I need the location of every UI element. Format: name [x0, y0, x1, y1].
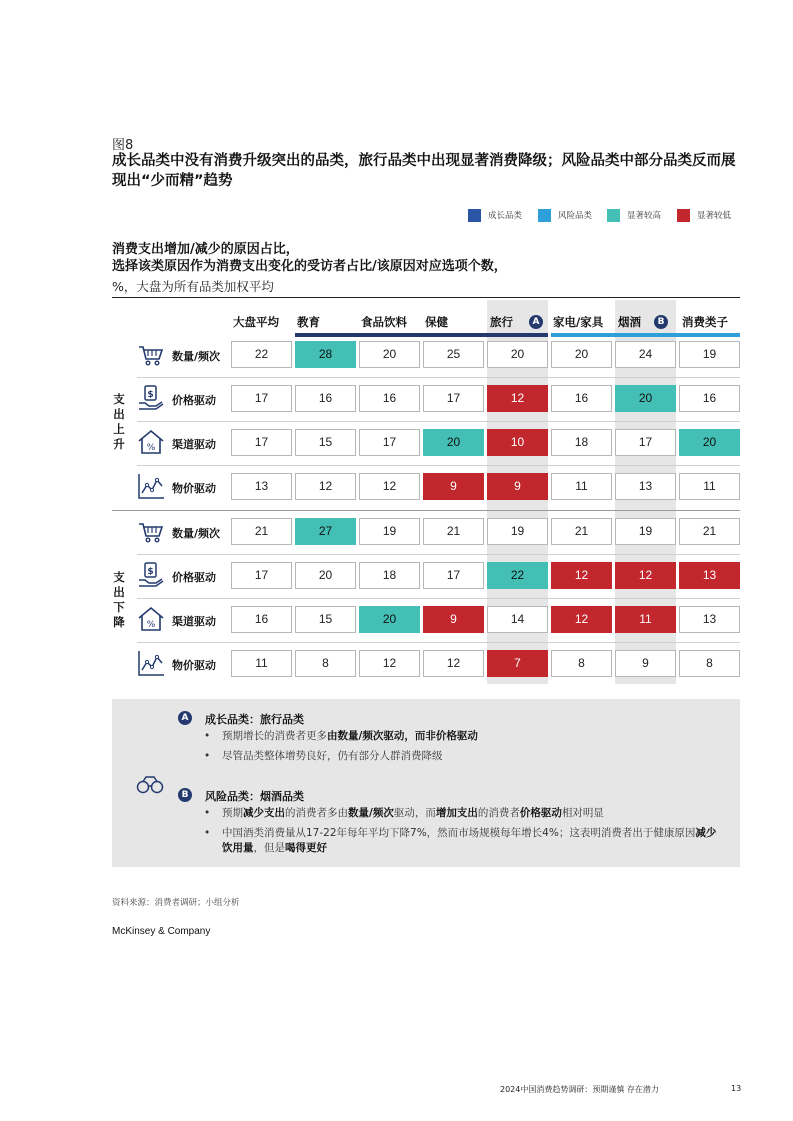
table-cell: 8: [295, 650, 356, 677]
column-header: 保健: [425, 315, 448, 329]
table-cell: 7: [487, 650, 548, 677]
legend-item-growth: [468, 208, 522, 222]
column-header: 旅行: [490, 315, 513, 329]
table-cell: 17: [423, 385, 484, 412]
price-trend-icon: [136, 471, 166, 501]
legend-swatch: [538, 209, 551, 222]
table-cell: 19: [359, 518, 420, 545]
table-cell: 17: [423, 562, 484, 589]
bullet-text: 预期: [222, 807, 243, 819]
table-cell: 17: [359, 429, 420, 456]
table-cell: 20: [551, 341, 612, 368]
table-cell: 13: [231, 473, 292, 500]
risk-category-bar: [551, 333, 740, 337]
table-cell: 12: [487, 385, 548, 412]
table-cell: 16: [295, 385, 356, 412]
column-header: 大盘平均: [233, 315, 279, 329]
insight-bullet: • 预期减少支出的消费者多由数量/频次驱动，而增加支出的消费者价格驱动相对明显: [204, 807, 604, 819]
row-label-channel: 渠道驱动: [172, 438, 216, 451]
heading-rule: [112, 297, 740, 298]
table-heading-line-1: 消费支出增加/减少的原因占比，: [112, 242, 299, 257]
price-tag-hand-icon: [136, 560, 166, 590]
column-header: 家电/家具: [553, 315, 604, 329]
table-cell: 16: [359, 385, 420, 412]
legend-label: 风险品类: [558, 211, 593, 221]
page-number: 13: [731, 1084, 742, 1093]
legend-item-risk: [538, 208, 592, 222]
column-header: 教育: [297, 315, 320, 329]
table-cell: 20: [487, 341, 548, 368]
legend-label: 成长品类: [488, 211, 523, 221]
emphasis-text: 数量/频次: [348, 807, 394, 819]
insight-list-a: [204, 729, 724, 764]
table-cell: 16: [679, 385, 740, 412]
table-cell: 18: [359, 562, 420, 589]
table-cell: 13: [679, 562, 740, 589]
column-header: 烟酒: [618, 315, 641, 329]
row-label-quantity: 数量/频次: [172, 527, 221, 540]
table-cell: 12: [295, 473, 356, 500]
row-divider: [137, 377, 740, 378]
table-cell: 20: [359, 606, 420, 633]
emphasis-text: 由数量/频次驱动，而非价格驱动: [327, 730, 478, 742]
svg-text:%: %: [146, 620, 156, 630]
table-cell: 16: [231, 606, 292, 633]
table-cell: 12: [551, 562, 612, 589]
row-divider: [137, 598, 740, 599]
column-header: 消费类子: [682, 315, 728, 329]
growth-category-bar: [295, 333, 548, 337]
table-heading: [112, 241, 507, 275]
table-cell: 19: [487, 518, 548, 545]
price-trend-icon: [136, 648, 166, 678]
legend-label: 显著较高: [627, 211, 662, 221]
source-note: 资料来源：消费者调研；小组分析: [112, 898, 240, 908]
table-cell: 9: [423, 473, 484, 500]
insight-heading-b: 风险品类：烟酒品类: [205, 790, 304, 803]
legend-label: 显著较低: [697, 211, 732, 221]
percent-house-icon: [136, 427, 166, 457]
emphasis-text: 增加支出: [435, 807, 478, 819]
bullet-text: 的消费者多由: [285, 807, 348, 819]
table-cell: 16: [551, 385, 612, 412]
table-cell: 17: [615, 429, 676, 456]
table-subnote: %，大盘为所有品类加权平均: [112, 279, 274, 294]
table-cell: 21: [231, 518, 292, 545]
insight-bullet: • 中国酒类消费量从17-22年每年平均下降7%，然而市场规模每年增长4%；这表明消费者出于健康原因减少饮用量，但是喝得更好: [204, 827, 717, 854]
bullet-text: ，但是: [253, 842, 285, 854]
table-cell: 18: [551, 429, 612, 456]
table-cell: 17: [231, 385, 292, 412]
footer-title: 2024中国消费趋势调研：预期谨慎 存在潜力: [500, 1085, 659, 1094]
column-header: 食品饮料: [361, 315, 407, 329]
table-cell: 15: [295, 606, 356, 633]
insight-heading-a: 成长品类：旅行品类: [205, 713, 304, 726]
bullet-text: 驱动，而: [393, 807, 436, 819]
badge-b-icon: B: [178, 788, 192, 802]
row-label-inflation: 物价驱动: [172, 482, 216, 495]
emphasis-text: 喝得更好: [285, 842, 327, 854]
table-cell: 12: [359, 473, 420, 500]
figure-label: 图8: [112, 138, 134, 153]
group-label-spend-up: 支 出 上 升: [113, 392, 125, 451]
table-cell: 24: [615, 341, 676, 368]
svg-text:$: $: [147, 390, 154, 400]
legend-swatch: [468, 209, 481, 222]
row-label-inflation: 物价驱动: [172, 659, 216, 672]
table-cell: 12: [615, 562, 676, 589]
row-label-channel: 渠道驱动: [172, 615, 216, 628]
bullet-text: 预期增长的消费者更多: [222, 730, 327, 742]
table-cell: 14: [487, 606, 548, 633]
emphasis-text: 减少支出: [243, 807, 285, 819]
legend-swatch: [607, 209, 620, 222]
table-cell: 12: [551, 606, 612, 633]
shopping-cart-icon: [136, 339, 166, 369]
table-cell: 20: [679, 429, 740, 456]
table-cell: 15: [295, 429, 356, 456]
table-cell: 21: [679, 518, 740, 545]
badge-a-icon: A: [529, 315, 543, 329]
table-cell: 20: [295, 562, 356, 589]
insight-list-b: [204, 806, 724, 856]
table-cell: 9: [487, 473, 548, 500]
table-cell: 9: [615, 650, 676, 677]
bullet-text: 相对明显: [561, 807, 604, 819]
table-cell: 8: [679, 650, 740, 677]
table-cell: 20: [359, 341, 420, 368]
group-label-spend-down: 支 出 下 降: [113, 570, 125, 629]
table-cell: 11: [679, 473, 740, 500]
legend-item-high: [607, 208, 661, 222]
table-cell: 11: [231, 650, 292, 677]
group-divider: [112, 510, 740, 511]
percent-house-icon: [136, 604, 166, 634]
table-cell: 22: [231, 341, 292, 368]
table-cell: 13: [679, 606, 740, 633]
legend-swatch: [677, 209, 690, 222]
svg-text:%: %: [146, 443, 156, 453]
table-cell: 11: [615, 606, 676, 633]
legend-item-low: [677, 208, 731, 222]
row-label-price: 价格驱动: [172, 571, 216, 584]
brand-name: McKinsey & Company: [112, 926, 211, 937]
row-label-price: 价格驱动: [172, 394, 216, 407]
insight-box: [112, 699, 740, 867]
figure-title: 成长品类中没有消费升级突出的品类，旅行品类中出现显著消费降级；风险品类中部分品类反而展现出“少而精”趋势: [112, 153, 736, 189]
insight-bullet: • 预期增长的消费者更多由数量/频次驱动，而非价格驱动: [204, 730, 478, 742]
table-cell: 19: [679, 341, 740, 368]
table-cell: 27: [295, 518, 356, 545]
bullet-text: 的消费者: [477, 807, 520, 819]
table-cell: 22: [487, 562, 548, 589]
row-label-quantity: 数量/频次: [172, 350, 221, 363]
table-cell: 8: [551, 650, 612, 677]
row-divider: [137, 642, 740, 643]
price-tag-hand-icon: [136, 383, 166, 413]
table-cell: 10: [487, 429, 548, 456]
table-cell: 11: [551, 473, 612, 500]
badge-b-icon: B: [654, 315, 668, 329]
table-cell: 9: [423, 606, 484, 633]
insight-bullet: • 尽管品类整体增势良好，仍有部分人群消费降级: [204, 750, 443, 762]
table-cell: 12: [359, 650, 420, 677]
table-cell: 13: [615, 473, 676, 500]
row-divider: [137, 465, 740, 466]
emphasis-text: 价格驱动: [519, 807, 562, 819]
svg-text:$: $: [147, 567, 154, 577]
bullet-text: 尽管品类整体增势良好，仍有部分人群消费降级: [222, 750, 443, 762]
table-cell: 20: [615, 385, 676, 412]
table-cell: 25: [423, 341, 484, 368]
table-cell: 28: [295, 341, 356, 368]
table-cell: 20: [423, 429, 484, 456]
row-divider: [137, 554, 740, 555]
bullet-text: 中国酒类消费量从17-22年每年平均下降7%，然而市场规模每年增长4%；这表明消费者出于健康原因: [222, 827, 696, 839]
badge-a-icon: A: [178, 711, 192, 725]
table-cell: 21: [551, 518, 612, 545]
table-cell: 12: [423, 650, 484, 677]
table-cell: 17: [231, 429, 292, 456]
table-cell: 19: [615, 518, 676, 545]
table-cell: 21: [423, 518, 484, 545]
row-divider: [137, 421, 740, 422]
table-cell: 17: [231, 562, 292, 589]
emphasis-text: 减少饮用量: [222, 827, 717, 854]
table-heading-line-2: 选择该类原因作为消费支出变化的受访者占比/该原因对应选项个数，: [112, 259, 507, 274]
binoculars-icon: [136, 775, 164, 799]
shopping-cart-icon: [136, 516, 166, 546]
